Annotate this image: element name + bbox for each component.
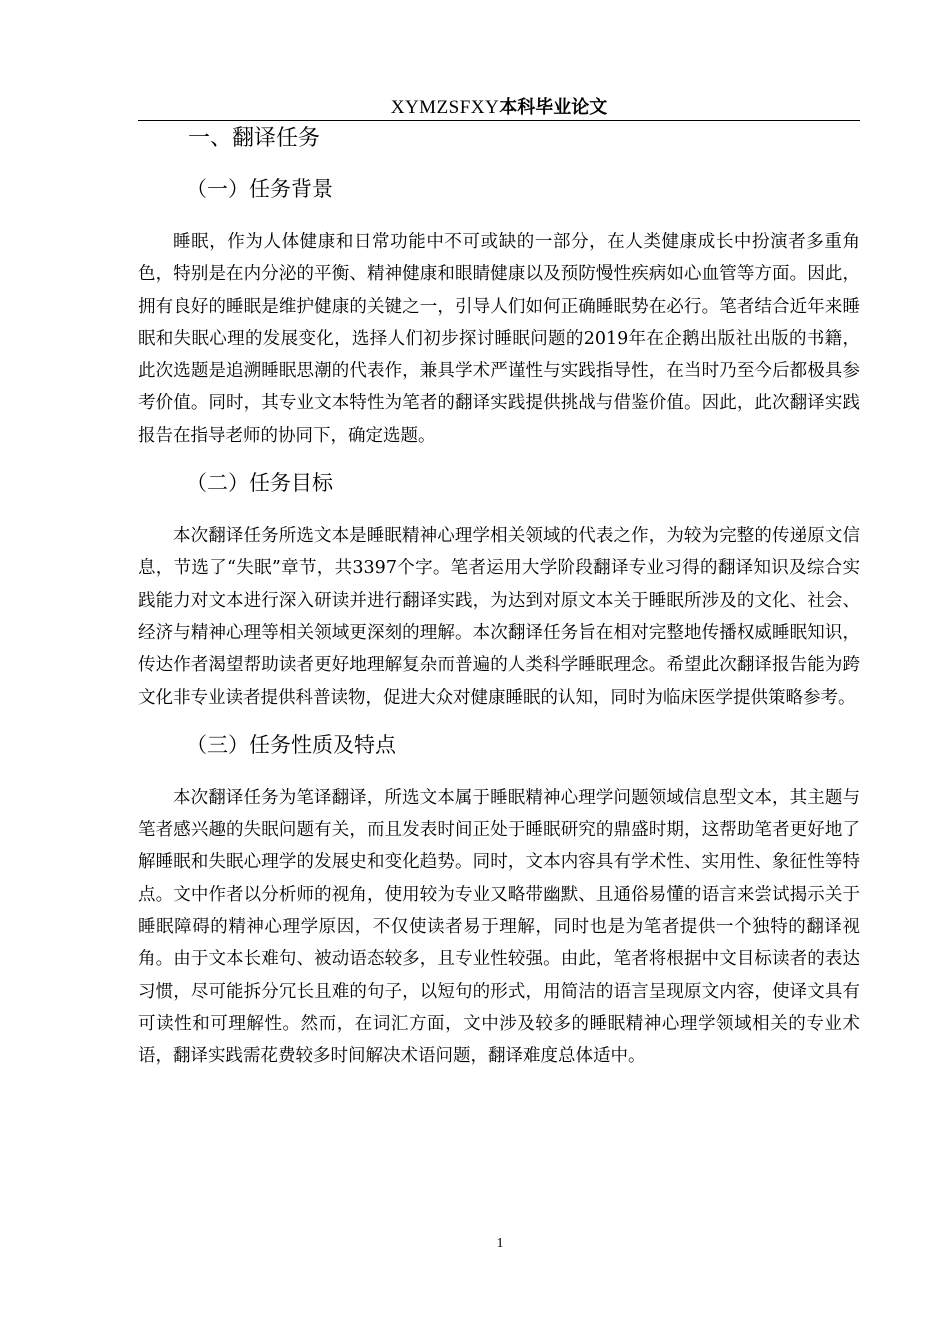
page-header	[138, 94, 860, 121]
section-heading-nature: （三）任务性质及特点	[186, 732, 396, 757]
header-thesis-title: 本科毕业论文	[499, 97, 608, 118]
section-heading-background: （一）任务背景	[186, 177, 333, 201]
chapter-title: 一、翻译任务	[188, 126, 321, 151]
section-paragraph-goals: 本次翻译任务所选文本是睡眠精神心理学相关领域的代表之作，为较为完整的传递原文信息，节选了“失眠”章节，共3397个字。笔者运用大学阶段翻译专业习得的翻译知识及综合实践能力对文本进行深入研读并进行翻译实践，为达到对原文本关于睡眠所涉及的文化、社会、经济与精神心理等相关领域更深刻的理解。本次翻译任务旨在相对完整地传播权威睡眠知识，传达作者渴望帮助读者更好地理解复杂而普遍的人类科学睡眠理念。希望此次翻译报告能为跨文化非专业读者提供科普读物，促进大众对健康睡眠的认知，同时为临床医学提供策略参考。	[138, 526, 860, 708]
page-content	[138, 118, 860, 1073]
section-heading-goals: （二）任务目标	[186, 471, 333, 496]
header-school-code: XYMZSFXY	[390, 97, 500, 118]
section-paragraph-background: 睡眠，作为人体健康和日常功能中不可或缺的一部分，在人类健康成长中扮演者多重角色，特别是在内分泌的平衡、精神健康和眼睛健康以及预防慢性疾病如心血管等方面。因此，拥有良好的睡眠是维护健康的关键之一，引导人们如何正确睡眠势在必行。笔者结合近年来睡眠和失眠心理的发展变化，选择人们初步探讨睡眠问题的2019年在企鹅出版社出版的书籍，此次选题是追溯睡眠思潮的代表作，兼具学术严谨性与实践指导性，在当时乃至今后都极具参考价值。同时，其专业文本特性为笔者的翻译实践提供挑战与借鉴价值。因此，此次翻译实践报告在指导老师的协同下，确定选题。	[138, 232, 860, 446]
section-paragraph-nature: 本次翻译任务为笔译翻译，所选文本属于睡眠精神心理学问题领域信息型文本，其主题与笔者感兴趣的失眠问题有关，而且发表时间正处于睡眠研究的鼎盛时期，这帮助笔者更好地了解睡眠和失眠心理学的发展史和变化趋势。同时，文本内容具有学术性、实用性、象征性等特点。文中作者以分析师的视角，使用较为专业又略带幽默、且通俗易懂的语言来尝试揭示关于睡眠障碍的精神心理学原因，不仅使读者易于理解，同时也是为笔者提供一个独特的翻译视角。由于文本长难句、被动语态较多，且专业性较强。由此，笔者将根据中文目标读者的表达习惯，尽可能拆分冗长且难的句子，以短句的形式，用简洁的语言呈现原文内容，使译文具有可读性和可理解性。然而，在词汇方面，文中涉及较多的睡眠精神心理学领域相关的专业术语，翻译实践需花费较多时间解决术语问题，翻译难度总体适中。	[138, 787, 860, 1067]
page-number: 1	[496, 1236, 504, 1251]
